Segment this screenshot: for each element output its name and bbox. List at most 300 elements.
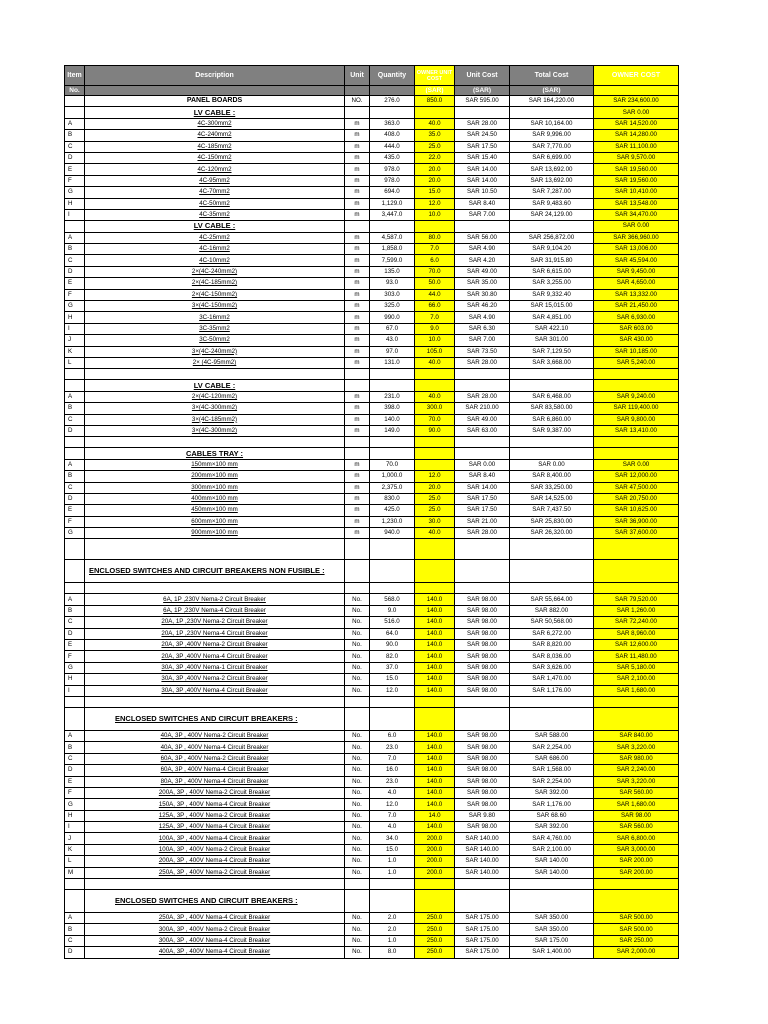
item-quantity: 3,447.0 [370,209,415,220]
item-code: J [65,833,85,844]
blank-cell [345,380,370,391]
item-code: B [65,130,85,141]
blank-cell [510,448,594,459]
item-total-cost: SAR 10,164.00 [510,118,594,129]
item-unit-cost: SAR 17.50 [455,493,510,504]
item-unit: No. [345,867,370,878]
item-owner-unit-cost: 250.0 [415,935,455,946]
blank-cell [415,879,455,890]
item-unit: No. [345,799,370,810]
item-description: 600mm×100 mm [85,516,345,527]
item-unit: No. [345,628,370,639]
item-owner-cost: SAR 34,470.00 [594,209,679,220]
item-code: B [65,605,85,616]
item-owner-cost: SAR 10,410.00 [594,187,679,198]
blank-cell [345,890,370,913]
item-code: H [65,674,85,685]
item-quantity: 363.0 [370,118,415,129]
item-total-cost: SAR 256,872.00 [510,232,594,243]
item-unit: No. [345,856,370,867]
section-heading: CABLES TRAY : [85,448,345,459]
item-total-cost: SAR 9,332.40 [510,289,594,300]
item-quantity: 135.0 [370,266,415,277]
item-unit: m [345,471,370,482]
item-total-cost: SAR 140.00 [510,856,594,867]
table-row [65,209,679,220]
blank-cell [415,221,455,232]
item-unit: No. [345,822,370,833]
item-code: C [65,414,85,425]
item-owner-unit-cost: 140.0 [415,617,455,628]
blank-cell [65,107,85,118]
blank-cell [415,583,455,594]
item-owner-unit-cost: 70.0 [415,266,455,277]
item-owner-unit-cost: 140.0 [415,776,455,787]
item-unit: m [345,528,370,539]
item-owner-cost: SAR 200.00 [594,856,679,867]
item-quantity: 131.0 [370,357,415,368]
item-quantity: 435.0 [370,152,415,163]
table-body [65,96,679,959]
item-code: E [65,505,85,516]
group-title-row [65,707,679,730]
blank-cell [510,879,594,890]
item-description: 3×(4C-185mm2) [85,414,345,425]
item-quantity: 67.0 [370,323,415,334]
item-code: D [65,152,85,163]
item-description: 100A, 3P , 400V Nema-4 Circuit Breaker [85,833,345,844]
item-description: 125A, 3P , 400V Nema-2 Circuit Breaker [85,810,345,821]
section-owner-cost: SAR 0.00 [594,221,679,232]
item-quantity: 1.0 [370,856,415,867]
item-owner-unit-cost: 40.0 [415,528,455,539]
item-owner-cost: SAR 6,800.00 [594,833,679,844]
item-owner-cost: SAR 119,400.00 [594,403,679,414]
item-unit: m [345,516,370,527]
item-owner-unit-cost: 140.0 [415,753,455,764]
item-total-cost: SAR 6,699.00 [510,152,594,163]
item-owner-unit-cost: 7.0 [415,312,455,323]
table-row [65,96,679,107]
item-code: C [65,141,85,152]
header-total-cost-sub: (SAR) [510,86,594,96]
table-row [65,753,679,764]
item-owner-unit-cost: 140.0 [415,799,455,810]
item-unit: m [345,130,370,141]
item-description: 60A, 3P , 400V Nema-2 Circuit Breaker [85,753,345,764]
header-unit-cost: Unit Cost [455,66,510,86]
item-owner-cost: SAR 5,240.00 [594,357,679,368]
header-item-no: No. [65,86,85,96]
blank-cell [415,696,455,707]
item-description: 300A, 3P , 400V Nema-2 Circuit Breaker [85,924,345,935]
item-total-cost: SAR 175.00 [510,935,594,946]
item-owner-unit-cost: 20.0 [415,482,455,493]
item-owner-unit-cost: 140.0 [415,730,455,741]
item-description: 4C-95mm2 [85,175,345,186]
item-unit-cost: SAR 4.90 [455,312,510,323]
item-quantity: 231.0 [370,391,415,402]
table-row [65,822,679,833]
item-owner-unit-cost: 22.0 [415,152,455,163]
item-owner-cost: SAR 500.00 [594,924,679,935]
blank-cell [65,879,85,890]
item-unit-cost: SAR 98.00 [455,765,510,776]
item-owner-unit-cost: 20.0 [415,175,455,186]
item-owner-cost: SAR 2,100.00 [594,674,679,685]
item-owner-cost: SAR 21,450.00 [594,301,679,312]
item-total-cost: SAR 31,915.80 [510,255,594,266]
item-total-cost: SAR 9,996.00 [510,130,594,141]
item-owner-cost: SAR 3,220.00 [594,742,679,753]
item-code [65,96,85,107]
item-total-cost: SAR 7,287.00 [510,187,594,198]
item-unit-cost: SAR 15.40 [455,152,510,163]
item-owner-cost: SAR 1,260.00 [594,605,679,616]
item-unit-cost: SAR 98.00 [455,730,510,741]
blank-cell [65,707,85,730]
item-description: 30A, 3P ,400V Nema-2 Circuit Breaker [85,674,345,685]
item-quantity: 97.0 [370,346,415,357]
item-owner-unit-cost: 250.0 [415,947,455,958]
item-quantity: 516.0 [370,617,415,628]
table-row [65,175,679,186]
item-description: 40A, 3P , 400V Nema-2 Circuit Breaker [85,730,345,741]
table-row [65,662,679,673]
item-description: 4C-185mm2 [85,141,345,152]
item-owner-unit-cost: 250.0 [415,924,455,935]
item-code: G [65,187,85,198]
item-unit-cost: SAR 17.50 [455,141,510,152]
item-description: 200A, 3P , 400V Nema-4 Circuit Breaker [85,856,345,867]
item-unit-cost: SAR 98.00 [455,685,510,696]
item-unit: m [345,232,370,243]
item-description: PANEL BOARDS [85,96,345,107]
item-description: 2×(4C-150mm2) [85,289,345,300]
item-code: M [65,867,85,878]
item-owner-cost: SAR 13,548.00 [594,198,679,209]
item-owner-cost: SAR 5,180.00 [594,662,679,673]
blank-cell [455,560,510,583]
spacer-row [65,696,679,707]
table-row [65,617,679,628]
item-description: 30A, 3P ,400V Nema-1 Circuit Breaker [85,662,345,673]
item-unit-cost: SAR 6.30 [455,323,510,334]
blank-cell [65,369,85,380]
item-unit: m [345,425,370,436]
item-description: 30A, 3P ,400V Nema-4 Circuit Breaker [85,685,345,696]
item-owner-cost: SAR 11,480.00 [594,651,679,662]
item-code: L [65,856,85,867]
blank-cell [455,696,510,707]
item-owner-unit-cost: 40.0 [415,118,455,129]
item-unit-cost: SAR 98.00 [455,799,510,810]
item-total-cost: SAR 8,820.00 [510,640,594,651]
item-code: E [65,776,85,787]
item-owner-unit-cost: 20.0 [415,164,455,175]
item-unit-cost: SAR 63.00 [455,425,510,436]
group-heading: ENCLOSED SWITCHES AND CIRCUIT BREAKERS NON FUSIBLE : [85,560,345,583]
item-description: 400mm×100 mm [85,493,345,504]
item-quantity: 325.0 [370,301,415,312]
item-total-cost: SAR 2,254.00 [510,742,594,753]
item-total-cost: SAR 50,568.00 [510,617,594,628]
item-code: C [65,753,85,764]
item-unit-cost: SAR 98.00 [455,651,510,662]
item-description: 4C-70mm2 [85,187,345,198]
blank-cell [370,539,415,560]
item-owner-cost: SAR 45,594.00 [594,255,679,266]
blank-cell [345,539,370,560]
item-unit-cost: SAR 98.00 [455,605,510,616]
item-total-cost: SAR 2,254.00 [510,776,594,787]
table-row [65,856,679,867]
item-unit-cost: SAR 175.00 [455,913,510,924]
item-unit: m [345,278,370,289]
item-code: D [65,266,85,277]
item-code: C [65,935,85,946]
item-code: H [65,810,85,821]
item-unit: m [345,152,370,163]
item-owner-cost: SAR 98.00 [594,810,679,821]
item-code: B [65,403,85,414]
item-total-cost: SAR 7,129.50 [510,346,594,357]
item-code: D [65,628,85,639]
item-unit-cost: SAR 4.20 [455,255,510,266]
blank-cell [510,583,594,594]
table-row [65,924,679,935]
table-row [65,323,679,334]
item-description: 3C-50mm2 [85,335,345,346]
item-code: A [65,232,85,243]
table-row [65,844,679,855]
item-owner-cost: SAR 366,960.00 [594,232,679,243]
item-owner-unit-cost: 140.0 [415,640,455,651]
item-description: 300A, 3P , 400V Nema-4 Circuit Breaker [85,935,345,946]
table-row [65,403,679,414]
item-unit-cost: SAR 49.00 [455,414,510,425]
table-row [65,164,679,175]
item-code: D [65,765,85,776]
header-item: Item [65,66,85,86]
item-owner-unit-cost: 80.0 [415,232,455,243]
item-owner-unit-cost: 140.0 [415,628,455,639]
item-code: B [65,742,85,753]
item-owner-unit-cost: 140.0 [415,662,455,673]
item-owner-unit-cost: 140.0 [415,594,455,605]
table-row [65,799,679,810]
item-quantity: 16.0 [370,765,415,776]
item-unit: m [345,414,370,425]
item-unit: m [345,187,370,198]
section-owner-cost: SAR 0.00 [594,107,679,118]
item-code: E [65,278,85,289]
item-quantity: 303.0 [370,289,415,300]
blank-cell [65,221,85,232]
blank-cell [85,583,345,594]
blank-cell [345,107,370,118]
item-quantity: 978.0 [370,175,415,186]
blank-cell [510,696,594,707]
item-owner-cost: SAR 3,220.00 [594,776,679,787]
item-owner-cost: SAR 79,520.00 [594,594,679,605]
blank-cell [415,707,455,730]
item-unit: m [345,301,370,312]
item-description: 20A, 1P ,230V Nema-4 Circuit Breaker [85,628,345,639]
blank-cell [345,369,370,380]
item-unit: m [345,493,370,504]
item-owner-cost: SAR 560.00 [594,787,679,798]
item-unit-cost: SAR 140.00 [455,844,510,855]
item-total-cost: SAR 3,668.00 [510,357,594,368]
table-row [65,312,679,323]
blank-cell [510,707,594,730]
table-row [65,198,679,209]
header-blank [370,86,415,96]
item-unit: m [345,403,370,414]
blank-cell [415,437,455,448]
blank-cell [415,448,455,459]
item-owner-cost: SAR 560.00 [594,822,679,833]
item-total-cost: SAR 4,851.00 [510,312,594,323]
item-total-cost: SAR 14,525.00 [510,493,594,504]
item-quantity: 830.0 [370,493,415,504]
blank-cell [594,539,679,560]
header-owner-cost: OWNER COST [594,66,679,86]
item-owner-cost: SAR 200.00 [594,867,679,878]
table-row [65,640,679,651]
item-total-cost: SAR 1,568.00 [510,765,594,776]
item-code: F [65,787,85,798]
item-code: E [65,640,85,651]
group-title-row [65,560,679,583]
blank-cell [345,448,370,459]
item-total-cost: SAR 350.00 [510,924,594,935]
item-description: 2× (4C-95mm2) [85,357,345,368]
blank-cell [370,560,415,583]
item-unit: m [345,209,370,220]
item-code: B [65,244,85,255]
item-description: 2×(4C-185mm2) [85,278,345,289]
item-total-cost: SAR 6,272.00 [510,628,594,639]
item-unit: m [345,357,370,368]
item-owner-unit-cost: 105.0 [415,346,455,357]
table-row [65,130,679,141]
item-unit: m [345,198,370,209]
item-description: 3×(4C-300mm2) [85,403,345,414]
item-owner-unit-cost: 50.0 [415,278,455,289]
item-owner-cost: SAR 9,570.00 [594,152,679,163]
item-unit: No. [345,765,370,776]
table-row [65,232,679,243]
table-row [65,651,679,662]
blank-cell [65,583,85,594]
item-description: 200A, 3P , 400V Nema-2 Circuit Breaker [85,787,345,798]
item-code: A [65,730,85,741]
item-unit: m [345,255,370,266]
item-code: C [65,255,85,266]
item-description: 60A, 3P , 400V Nema-4 Circuit Breaker [85,765,345,776]
item-description: 150A, 3P , 400V Nema-4 Circuit Breaker [85,799,345,810]
item-total-cost: SAR 0.00 [510,459,594,470]
group-heading: ENCLOSED SWITCHES AND CIRCUIT BREAKERS : [85,707,345,730]
blank-cell [345,437,370,448]
table-row [65,425,679,436]
item-unit-cost: SAR 98.00 [455,674,510,685]
blank-cell [85,696,345,707]
item-unit: No. [345,685,370,696]
table-row [65,528,679,539]
item-unit: No. [345,594,370,605]
item-owner-cost: SAR 13,332.00 [594,289,679,300]
item-owner-unit-cost: 140.0 [415,674,455,685]
item-description: 20A, 3P ,400V Nema-4 Circuit Breaker [85,651,345,662]
item-quantity: 990.0 [370,312,415,323]
blank-cell [345,560,370,583]
item-unit: m [345,164,370,175]
section-owner-cost [594,448,679,459]
item-unit: No. [345,776,370,787]
item-code: I [65,822,85,833]
header-owner-unit-cost-sub: (SAR) [415,86,455,96]
item-total-cost: SAR 422.10 [510,323,594,334]
item-owner-cost: SAR 13,006.00 [594,244,679,255]
blank-cell [510,539,594,560]
item-description: 4C-240mm2 [85,130,345,141]
item-code: A [65,391,85,402]
item-unit-cost: SAR 7.00 [455,335,510,346]
item-owner-cost: SAR 1,680.00 [594,685,679,696]
item-description: 200mm×100 mm [85,471,345,482]
item-owner-unit-cost: 25.0 [415,493,455,504]
header-total-cost: Total Cost [510,66,594,86]
item-owner-cost: SAR 14,280.00 [594,130,679,141]
item-quantity: 408.0 [370,130,415,141]
blank-cell [455,448,510,459]
item-code: G [65,662,85,673]
blank-cell [345,583,370,594]
blank-cell [455,583,510,594]
item-quantity: 9.0 [370,605,415,616]
blank-cell [594,437,679,448]
item-owner-cost: SAR 1,680.00 [594,799,679,810]
table-row [65,947,679,958]
blank-cell [510,221,594,232]
table-row [65,594,679,605]
item-unit: m [345,391,370,402]
header-quantity: Quantity [370,66,415,86]
blank-cell [345,707,370,730]
item-unit: m [345,323,370,334]
table-row [65,244,679,255]
item-unit-cost: SAR 98.00 [455,776,510,787]
item-code: F [65,175,85,186]
item-code: D [65,425,85,436]
item-description: 2×(4C-240mm2) [85,266,345,277]
item-quantity: 23.0 [370,742,415,753]
table-header [65,66,679,96]
blank-cell [370,380,415,391]
blank-cell [65,560,85,583]
item-unit-cost: SAR 8.40 [455,198,510,209]
item-unit: No. [345,674,370,685]
blank-cell [455,879,510,890]
item-quantity: 1,129.0 [370,198,415,209]
blank-cell [370,879,415,890]
item-code: I [65,323,85,334]
item-quantity: 7,599.0 [370,255,415,266]
item-unit-cost: SAR 140.00 [455,867,510,878]
